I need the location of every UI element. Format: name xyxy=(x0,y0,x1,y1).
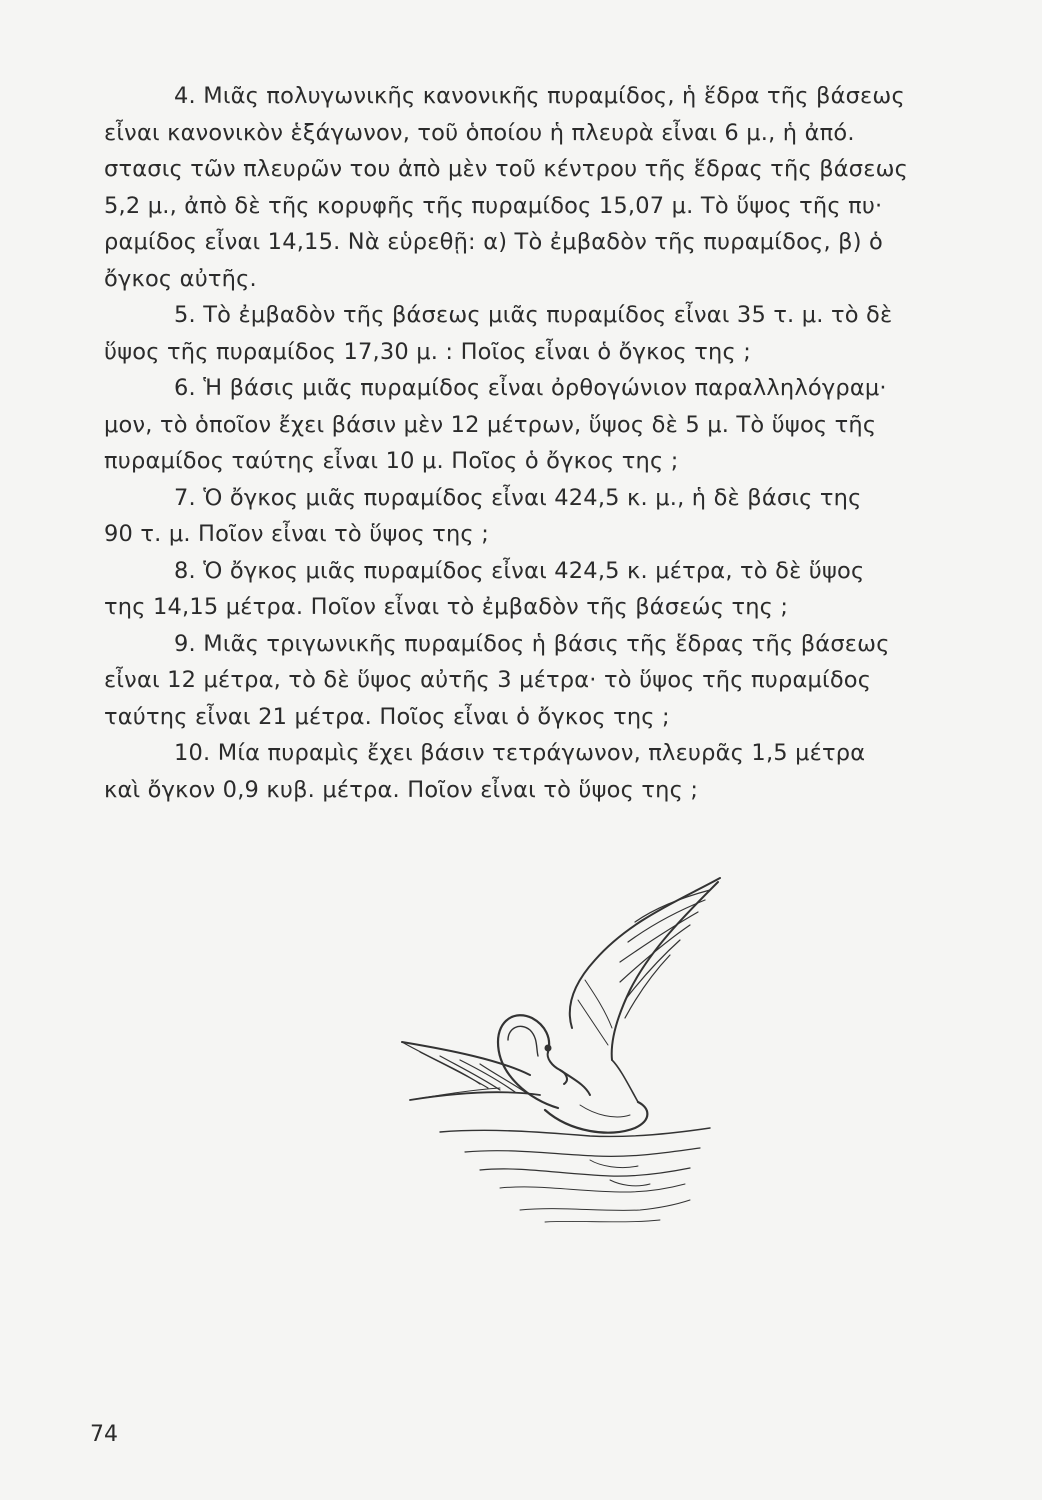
text-line: 9. Μιᾶς τριγωνικῆς πυραμίδος ἡ βάσις τῆς ἕδρας τῆς βάσεως xyxy=(174,630,890,657)
text-line: 8. Ὁ ὄγκος μιᾶς πυραμίδος εἶναι 424,5 κ. μέτρα, τὸ δὲ ὕψος xyxy=(174,557,865,584)
exercise-10 xyxy=(104,735,1002,808)
text-line: πυραμίδος ταύτης εἶναι 10 μ. Ποῖος ὁ ὄγκος της ; xyxy=(104,448,679,474)
text-line: της 14,15 μέτρα. Ποῖον εἶναι τὸ ἐμβαδὸν τῆς βάσεώς της ; xyxy=(104,594,789,620)
text-line: 90 τ. μ. Ποῖον εἶναι τὸ ὕψος της ; xyxy=(104,521,489,547)
page-number: 74 xyxy=(90,1422,118,1447)
text-line: ὕψος τῆς πυραμίδος 17,30 μ. : Ποῖος εἶναι ὁ ὄγκος της ; xyxy=(104,338,752,365)
exercise-6 xyxy=(104,370,1002,480)
text-line: μον, τὸ ὁποῖον ἔχει βάσιν μὲν 12 μέτρων, ὕψος δὲ 5 μ. Τὸ ὕψος τῆς xyxy=(104,411,877,438)
text-line: εἶναι 12 μέτρα, τὸ δὲ ὕψος αὐτῆς 3 μέτρα· τὸ ὕψος τῆς πυραμίδος xyxy=(104,667,872,693)
text-line: 6. Ἡ βάσις μιᾶς πυραμίδος εἶναι ὀρθογώνιον παραλληλόγραμ· xyxy=(174,375,887,401)
exercise-4 xyxy=(104,78,1002,297)
text-line: 7. Ὁ ὄγκος μιᾶς πυραμίδος εἶναι 424,5 κ. μ., ἡ δὲ βάσις της xyxy=(174,484,862,511)
exercise-9 xyxy=(104,626,1002,736)
exercise-8 xyxy=(104,553,1002,626)
text-line: 5,2 μ., ἀπὸ δὲ τῆς κορυφῆς τῆς πυραμίδος 15,07 μ. Τὸ ὕψος τῆς πυ· xyxy=(104,192,883,219)
text-line: ραμίδος εἶναι 14,15. Νὰ εὑρεθῇ: α) Τὸ ἐμβαδὸν τῆς πυραμίδος, β) ὁ xyxy=(104,229,883,255)
exercise-7 xyxy=(104,480,1002,553)
text-line: στασις τῶν πλευρῶν του ἀπὸ μὲν τοῦ κέντρου τῆς ἕδρας τῆς βάσεως xyxy=(104,156,909,182)
exercise-list xyxy=(104,78,1002,808)
text-line: 5. Τὸ ἐμβαδὸν τῆς βάσεως μιᾶς πυραμίδος εἶναι 35 τ. μ. τὸ δὲ xyxy=(174,302,893,328)
swan-illustration-icon xyxy=(380,870,740,1230)
text-line: 10. Μία πυραμὶς ἔχει βάσιν τετράγωνον, πλευρᾶς 1,5 μέτρα xyxy=(174,740,866,766)
exercise-5 xyxy=(104,297,1002,370)
text-line: 4. Μιᾶς πολυγωνικῆς κανονικῆς πυραμίδος, ἡ ἕδρα τῆς βάσεως xyxy=(174,83,905,109)
text-line: ὄγκος αὐτῆς. xyxy=(104,265,257,292)
text-line: καὶ ὄγκον 0,9 κυβ. μέτρα. Ποῖον εἶναι τὸ ὕψος της ; xyxy=(104,776,699,803)
text-line: ταύτης εἶναι 21 μέτρα. Ποῖος εἶναι ὁ ὄγκος της ; xyxy=(104,703,670,730)
text-line: εἶναι κανονικὸν ἑξάγωνον, τοῦ ὁποίου ἡ πλευρὰ εἶναι 6 μ., ἡ ἀπό. xyxy=(104,119,855,146)
